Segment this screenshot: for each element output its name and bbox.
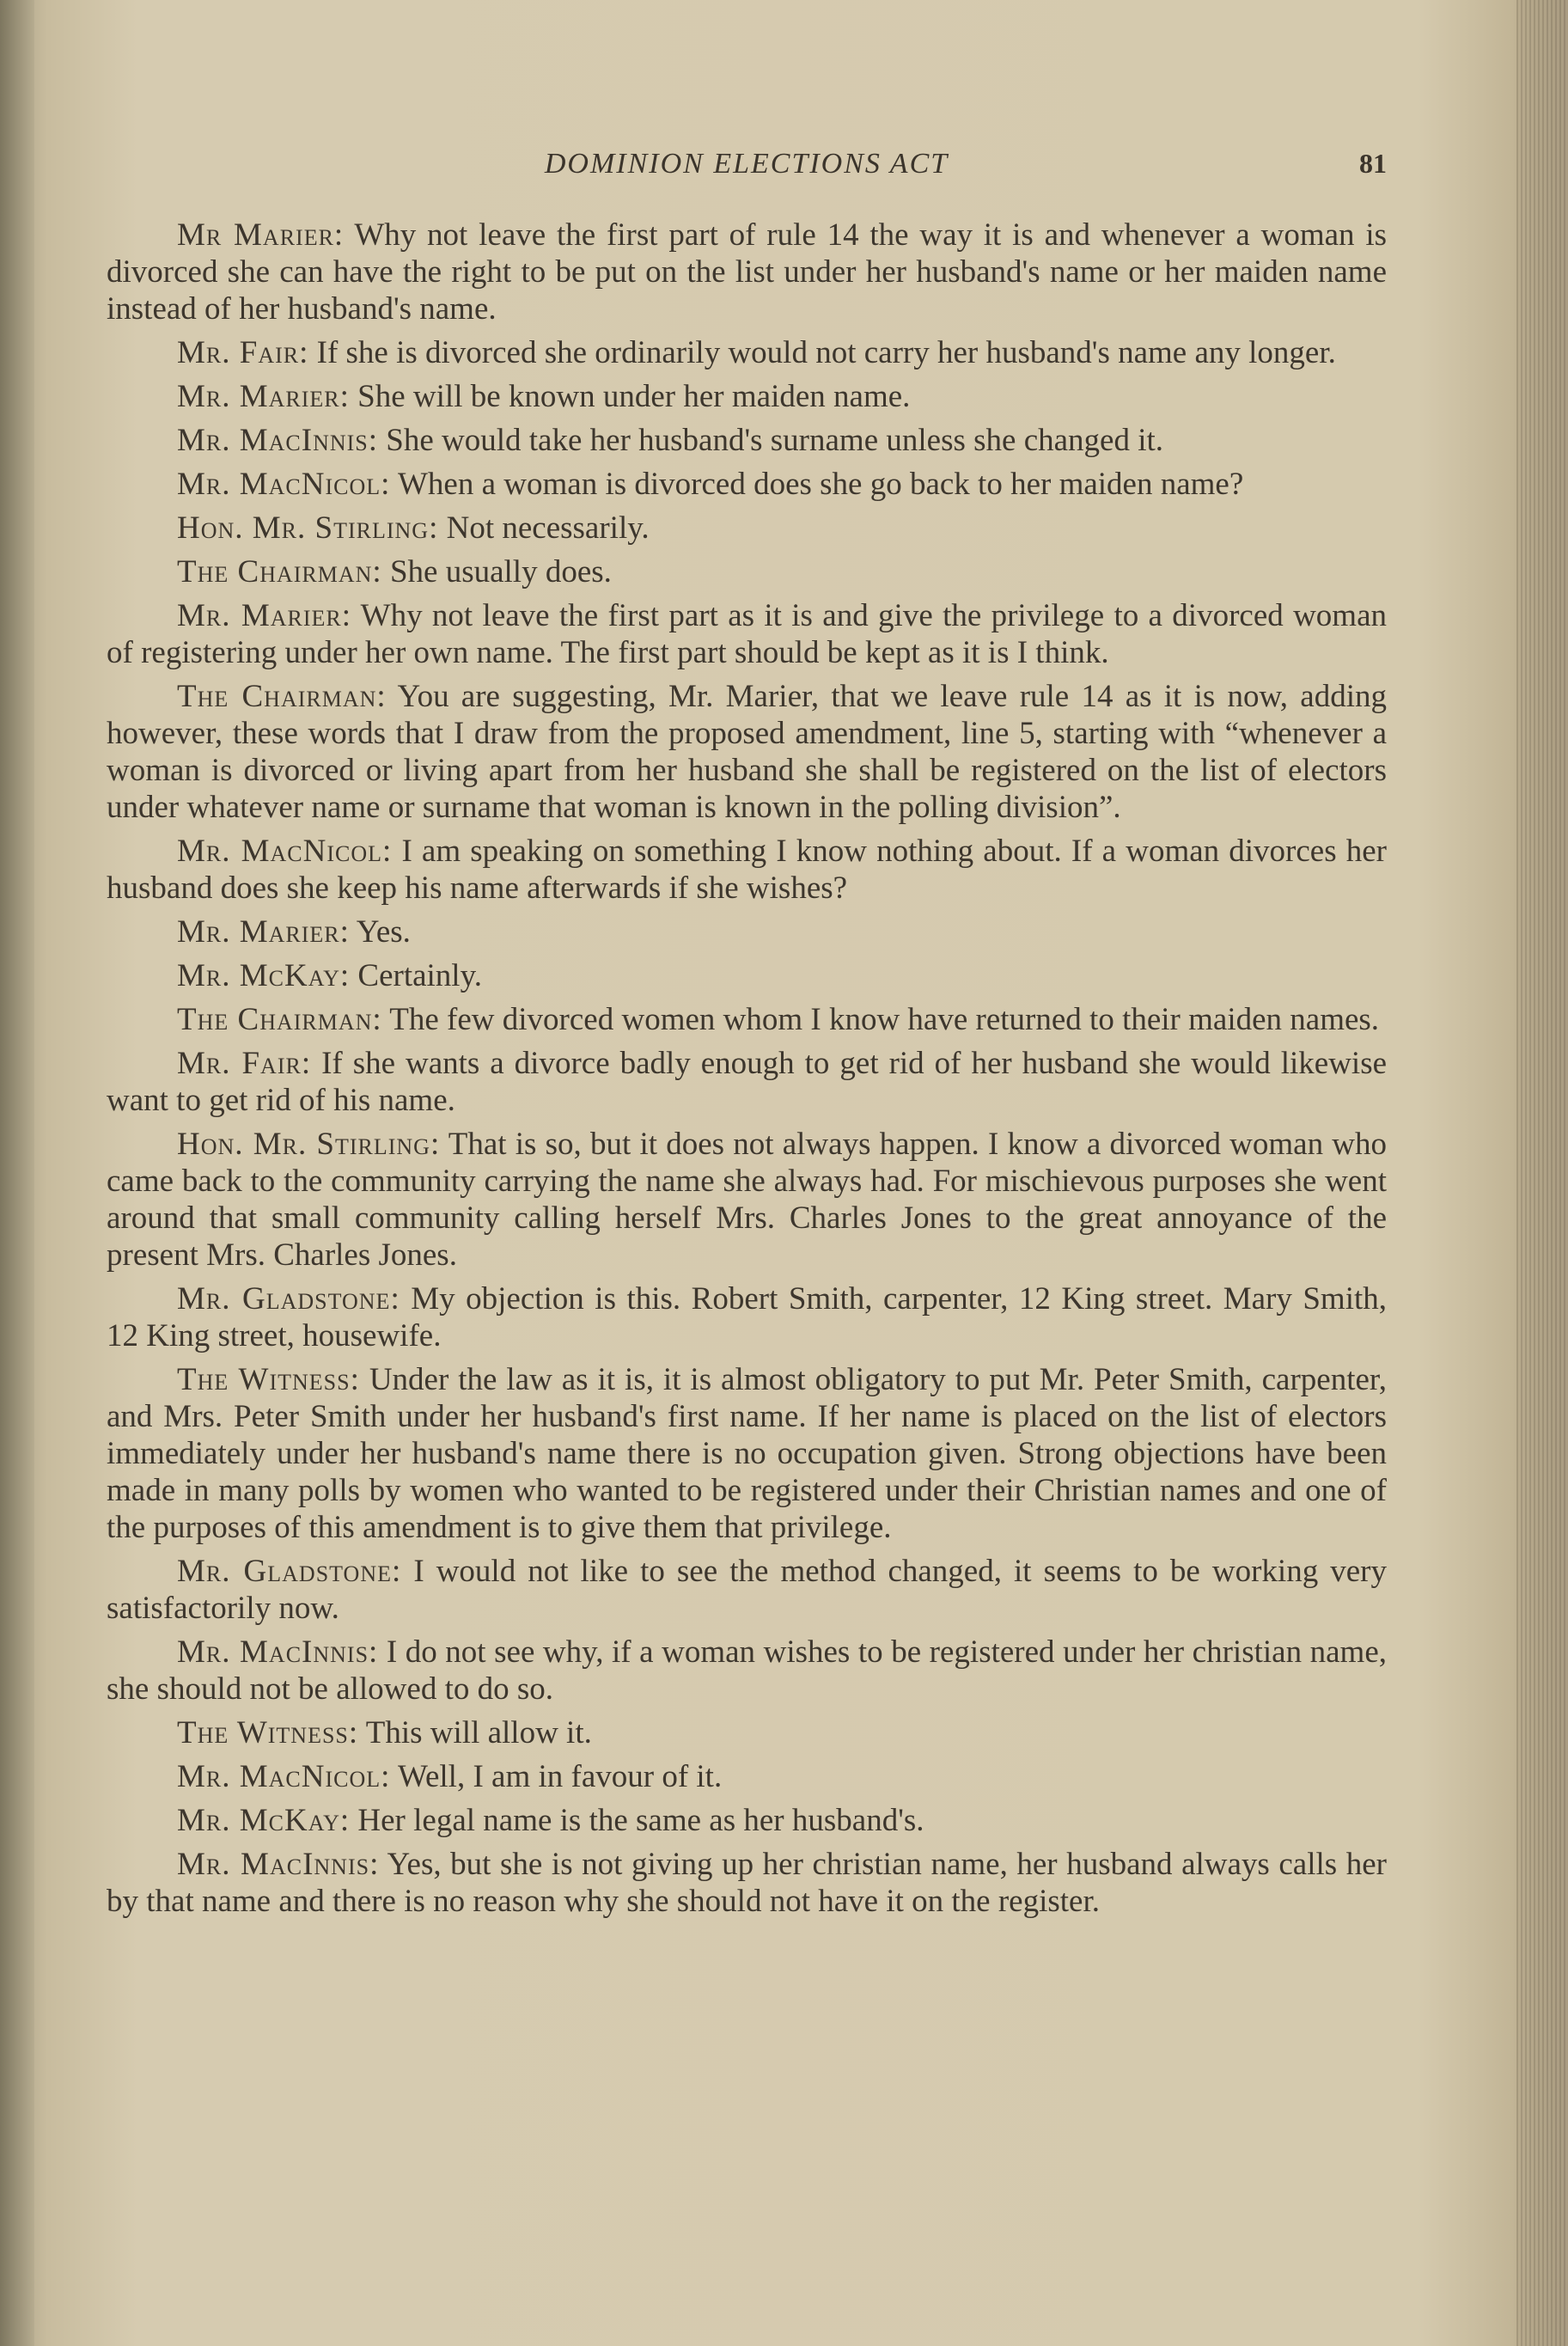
- paragraph-text: Certainly.: [350, 958, 482, 993]
- paragraph: [107, 1802, 1387, 1839]
- speaker-name: Mr. MacInnis:: [177, 1847, 380, 1882]
- paragraph-text: Why not leave the first part of rule 14 the way it is and whenever a woman is divorced she can have the right to be put on the list under her husband's name or her maiden name instead of her husband's name.: [107, 217, 1388, 327]
- paragraph-text: Her legal name is the same as her husband's.: [350, 1803, 924, 1838]
- speaker-name: Mr. MacNicol:: [177, 834, 393, 869]
- paragraph-text: My objection is this. Robert Smith, carpenter, 12 King street. Mary Smith, 12 King street, housewife.: [107, 1281, 1388, 1353]
- page-header: [107, 148, 1387, 191]
- paragraph: [107, 1361, 1387, 1546]
- paragraph: [107, 1714, 1387, 1751]
- paragraph: [107, 510, 1387, 547]
- paragraph: [107, 1758, 1387, 1795]
- paragraph: [107, 553, 1387, 590]
- speaker-name: Mr. Fair:: [177, 1046, 312, 1081]
- speaker-name: Mr. MacInnis:: [177, 1634, 379, 1670]
- paragraph-text: Yes, but she is not giving up her christian name, her husband always calls her by that name and there is no reason why she should not have it on the register.: [107, 1847, 1387, 1919]
- paragraph: [107, 378, 1387, 415]
- paragraph-text: Well, I am in favour of it.: [390, 1759, 723, 1794]
- paragraph-text: She will be known under her maiden name.: [349, 379, 911, 414]
- paragraph-text: Under the law as it is, it is almost obligatory to put Mr. Peter Smith, carpenter, and Mrs. Peter Smith under her husband's first name. If her name is placed on the list of electors immediately under her husband's name there is no occupation given. Strong objections have been made in many polls by women who wanted to be registered under their Christian names and one of the purposes of this amendment is to give them that privilege.: [107, 1362, 1387, 1545]
- paragraph: [107, 678, 1387, 826]
- paragraph: [107, 597, 1387, 671]
- paragraph-text: Why not leave the first part as it is and give the privilege to a divorced woman of registering under her own name. The first part should be kept as it is I think.: [107, 598, 1388, 670]
- page-edge: [1516, 0, 1568, 2346]
- speaker-name: Mr. MacNicol:: [177, 1759, 391, 1794]
- speaker-name: The Chairman:: [177, 554, 382, 590]
- paragraph-text: If she is divorced she ordinarily would not carry her husband's name any longer.: [308, 335, 1336, 370]
- speaker-name: Mr. MacInnis:: [177, 423, 379, 458]
- speaker-name: The Chairman:: [177, 1002, 382, 1037]
- paragraph: [107, 1001, 1387, 1038]
- paragraph: [107, 913, 1387, 950]
- paragraph: [107, 217, 1387, 327]
- paragraph: [107, 833, 1387, 907]
- paragraph: [107, 1126, 1387, 1274]
- paragraph: [107, 334, 1387, 371]
- speaker-name: Mr. MacNicol:: [177, 467, 391, 502]
- speaker-name: Mr. Marier:: [177, 598, 352, 633]
- paragraph: [107, 422, 1387, 459]
- paragraph: [107, 1280, 1387, 1354]
- speaker-name: The Chairman:: [177, 679, 387, 714]
- paragraph-text: She usually does.: [381, 554, 612, 590]
- paragraph-text: This will allow it.: [358, 1715, 592, 1750]
- paragraph-text: If she wants a divorce badly enough to get rid of her husband she would likewise want to get rid of his name.: [107, 1046, 1388, 1118]
- paragraph-text: I am speaking on something I know nothing about. If a woman divorces her husband does she keep his name afterwards if she wishes?: [107, 834, 1388, 906]
- running-title: DOMINION ELECTIONS ACT: [544, 148, 949, 180]
- paragraph-text: That is so, but it does not always happen. I know a divorced woman who came back to the community carrying the name she always had. For mischievous purposes she went around that small community calling herself Mrs. Charles Jones to the great annoyance of the present Mrs. Charles Jones.: [107, 1127, 1387, 1273]
- paragraph: [107, 466, 1387, 503]
- paragraph: [107, 957, 1387, 994]
- paragraph: [107, 1634, 1387, 1708]
- page-gutter: [0, 0, 34, 2346]
- paragraph-text: She would take her husband's surname unless she changed it.: [378, 423, 1164, 458]
- speaker-name: Mr. Gladstone:: [177, 1281, 400, 1317]
- speaker-name: Mr. Marier:: [177, 914, 350, 950]
- speaker-name: Hon. Mr. Stirling:: [177, 510, 439, 546]
- paragraph-text: I would not like to see the method changed, it seems to be working very satisfactorily now.: [107, 1554, 1387, 1626]
- paragraph: [107, 1846, 1387, 1920]
- paragraph-text: You are suggesting, Mr. Marier, that we leave rule 14 as it is now, adding however, these words that I draw from the proposed amendment, line 5, starting with “whenever a woman is divorced or living apart from her husband she shall be registered on the list of electors under whatever name or surname that woman is known in the polling division”.: [107, 679, 1387, 825]
- speaker-name: Mr Marier:: [177, 217, 345, 253]
- paragraph-text: Not necessarily.: [438, 510, 650, 546]
- speaker-name: Mr. McKay:: [177, 958, 351, 993]
- speaker-name: Mr. Fair:: [177, 335, 309, 370]
- paragraph-text: The few divorced women whom I know have returned to their maiden names.: [381, 1002, 1380, 1037]
- paragraph: [107, 1553, 1387, 1627]
- paragraph-text: When a woman is divorced does she go back to her maiden name?: [390, 467, 1244, 502]
- paragraph-text: Yes.: [349, 914, 411, 950]
- paragraph: [107, 1045, 1387, 1119]
- transcript-body: [107, 217, 1387, 1927]
- speaker-name: Hon. Mr. Stirling:: [177, 1127, 441, 1162]
- speaker-name: Mr. Gladstone:: [177, 1554, 402, 1589]
- speaker-name: The Witness:: [177, 1362, 360, 1397]
- speaker-name: The Witness:: [177, 1715, 359, 1750]
- speaker-name: Mr. Marier:: [177, 379, 350, 414]
- speaker-name: Mr. McKay:: [177, 1803, 351, 1838]
- page-number: 81: [1359, 148, 1387, 179]
- paragraph-text: I do not see why, if a woman wishes to be registered under her christian name, she should not be allowed to do so.: [107, 1634, 1387, 1707]
